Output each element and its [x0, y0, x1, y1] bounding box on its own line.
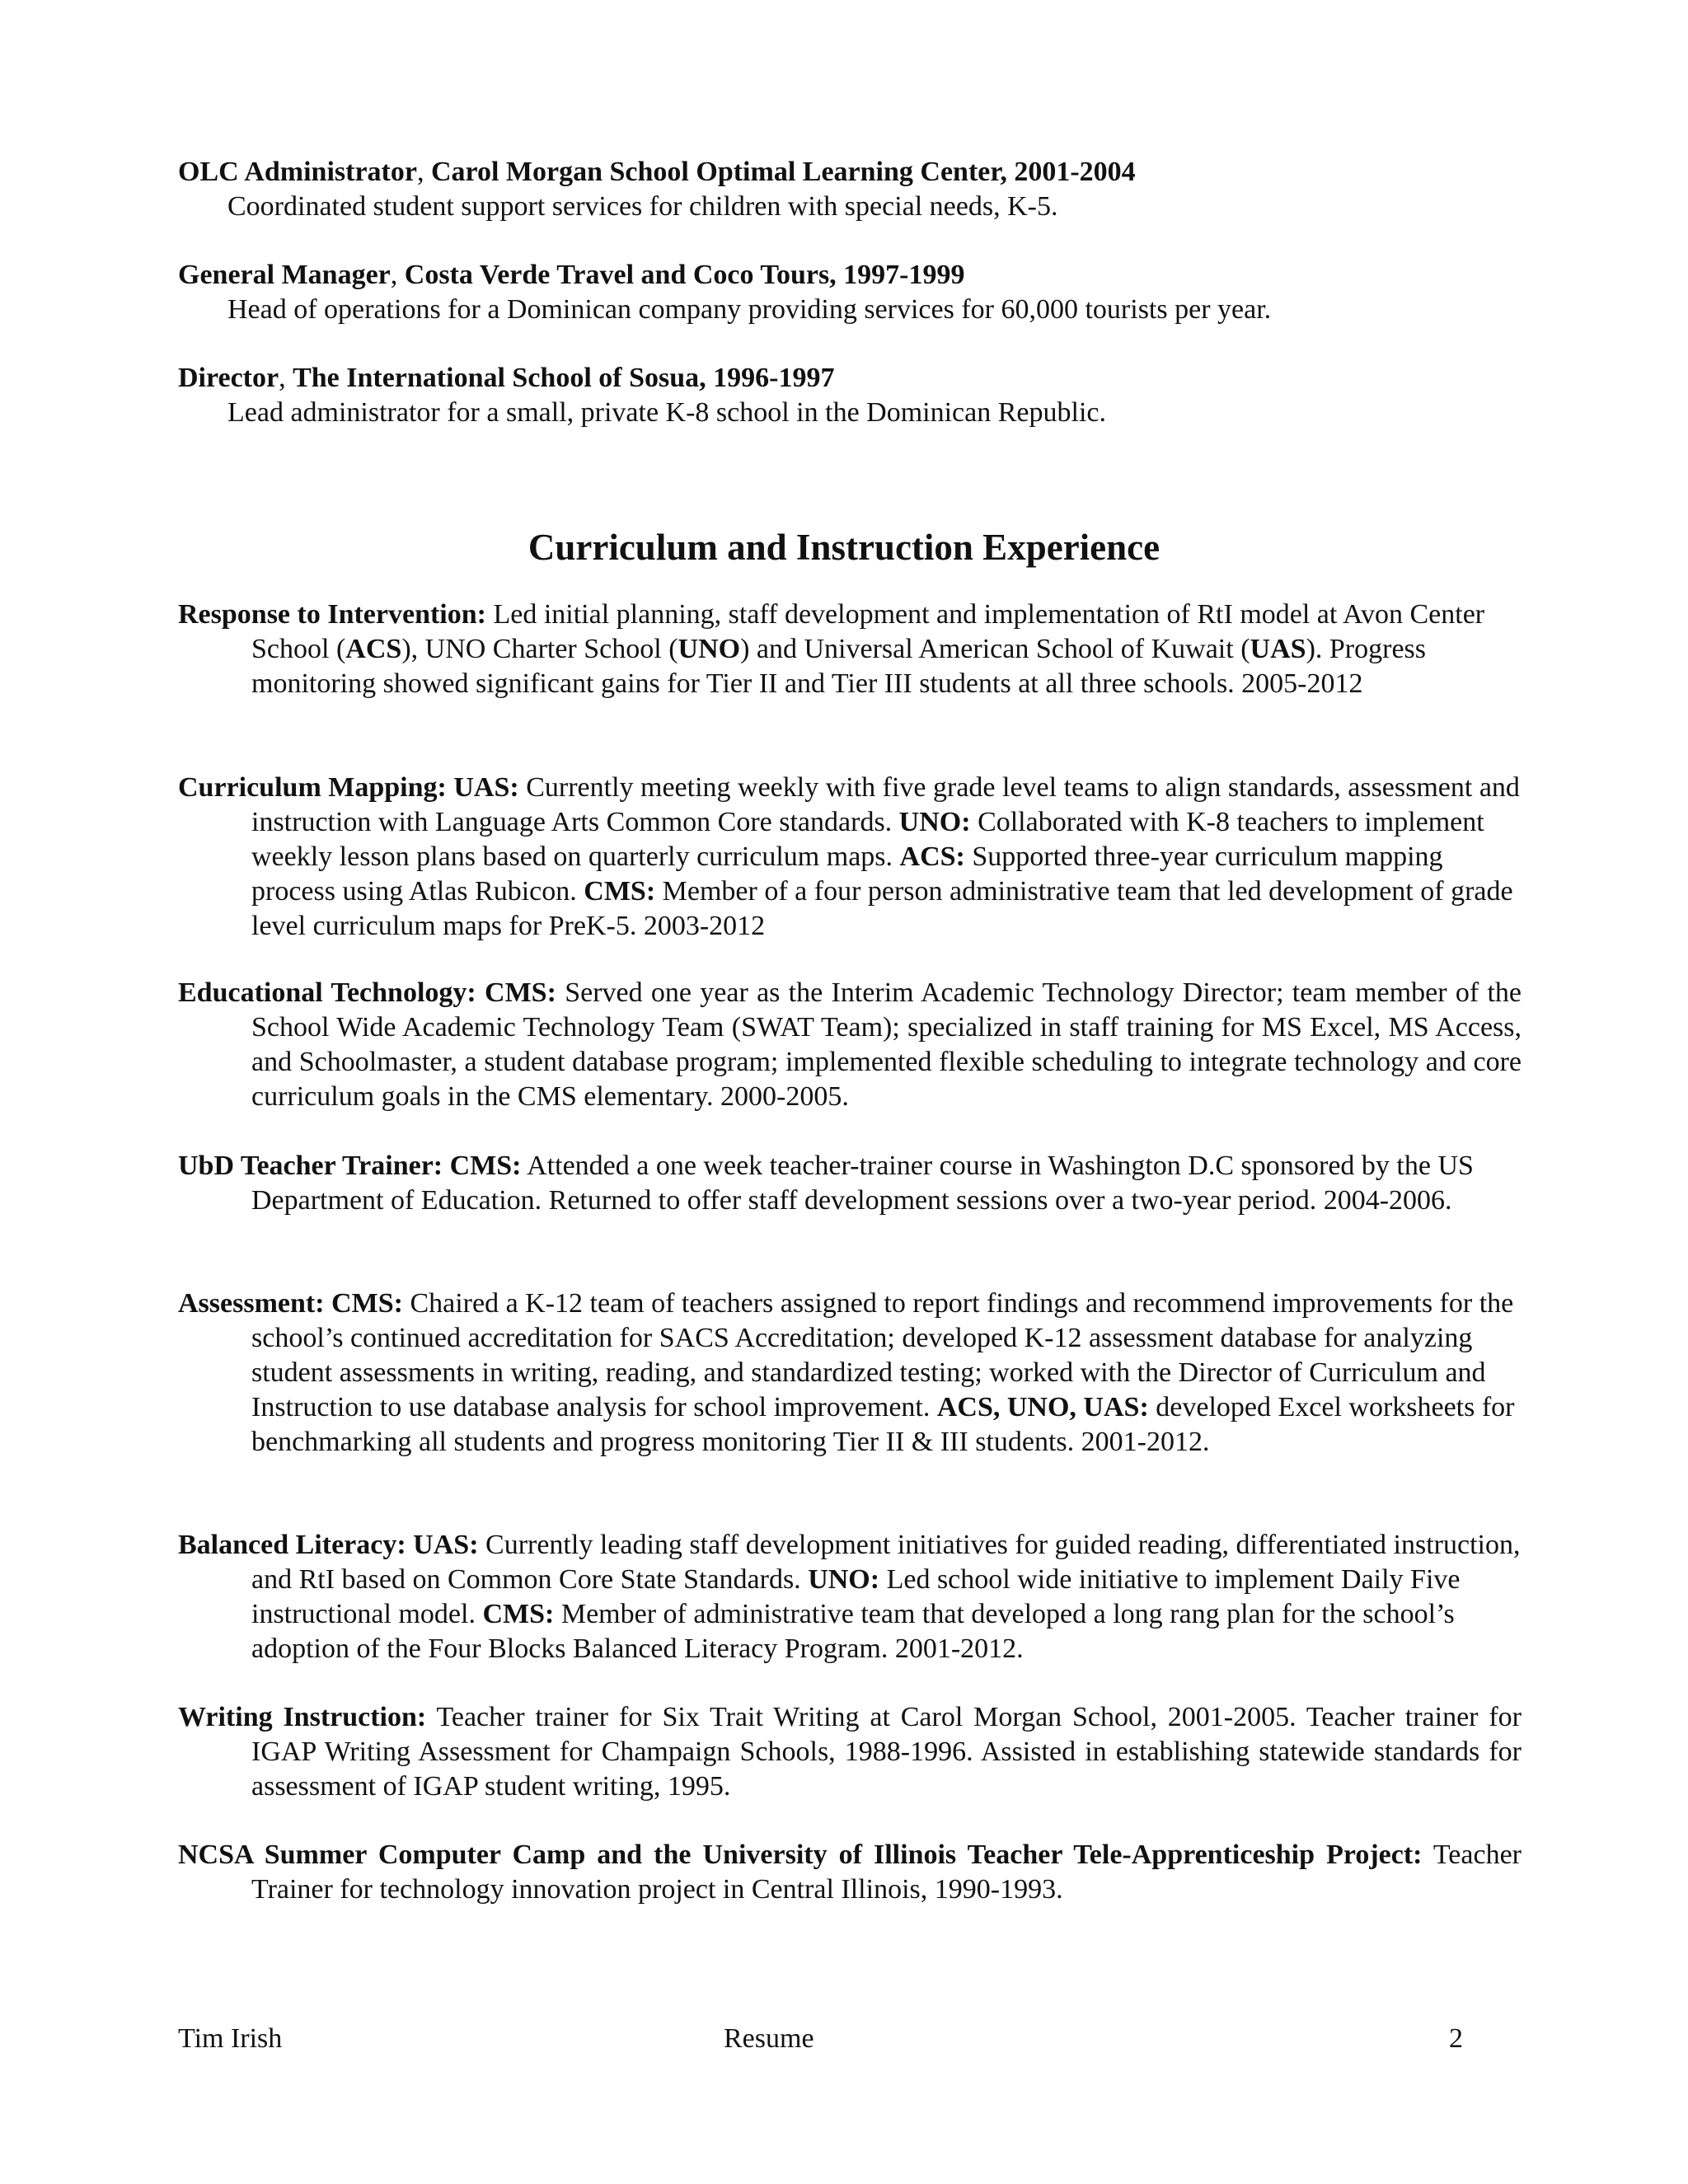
- experience-entry: [178, 1838, 1522, 1907]
- job-description: Coordinated student support services for children with special needs, K-5.: [227, 191, 1058, 222]
- entry-text: Led school wide initiative to implement Daily Five instructional model.: [251, 1564, 1461, 1629]
- entry-text: Currently meeting weekly with five grade level teams to align standards, assessment and instruction with Language Arts Common Core standards.: [251, 772, 1520, 837]
- job-organization: Costa Verde Travel and Coco Tours, 1997-1999: [404, 260, 965, 290]
- job-role: Director: [178, 363, 279, 393]
- entry-text: ). Progress monitoring showed significant gains for Tier II and Tier III students at all three schools. 2005-2012: [251, 634, 1426, 699]
- job-organization: Carol Morgan School Optimal Learning Center, 2001-2004: [430, 157, 1136, 187]
- job-description: Head of operations for a Dominican company providing services for 60,000 tourists per year.: [227, 294, 1272, 325]
- entry-text: Attended a one week teacher-trainer course in Washington D.C sponsored by the US Department of Education. Returned to offer staff development sessions over a two-year period. 2004-2006.: [251, 1151, 1474, 1216]
- entry-text: Served one year as the Interim Academic Technology Director; team member of the School Wide Academic Technology Team (SWAT Team); specialized in staff training for MS Excel, MS Access, and Schoolmaster, a student database program; implemented flexible scheduling to integrate technology and core curriculum goals in the CMS elementary. 2000-2005.: [251, 977, 1522, 1112]
- job-description: Lead administrator for a small, private K-8 school in the Dominican Republic.: [227, 397, 1106, 428]
- entry-school-code: UAS:: [453, 772, 519, 803]
- entry-school-code: UNO: [678, 634, 741, 664]
- experience-entry: [178, 1286, 1522, 1460]
- entry-school-code: UAS: [1250, 634, 1306, 664]
- entry-text: Member of a four person administrative team that led development of grade level curriculum maps for PreK-5. 2003-2012: [251, 876, 1513, 941]
- footer-page-number: 2: [1449, 2023, 1463, 2054]
- job-title: General Manager, Costa Verde Travel and Coco Tours, 1997-1999: [178, 260, 965, 290]
- experience-entry: [178, 598, 1522, 701]
- entry-label: Educational Technology:: [178, 977, 476, 1008]
- footer-title: Resume: [724, 2023, 814, 2054]
- experience-entry: [178, 1528, 1522, 1666]
- entry-school-code: CMS:: [584, 876, 656, 907]
- entry-text: Teacher Trainer for technology innovation project in Central Illinois, 1990-1993.: [251, 1840, 1522, 1905]
- job-role: General Manager: [178, 260, 391, 290]
- job-entry: [178, 361, 1522, 430]
- entry-label: Writing Instruction:: [178, 1702, 427, 1732]
- entry-text: Supported three-year curriculum mapping process using Atlas Rubicon.: [251, 841, 1443, 907]
- job-entry: [178, 155, 1522, 224]
- entry-school-code: ACS:: [899, 841, 965, 872]
- entry-label: Assessment:: [178, 1288, 325, 1319]
- job-organization: The International School of Sosua, 1996-1997: [293, 363, 835, 393]
- job-role: OLC Administrator: [178, 157, 417, 187]
- entry-text: ) and Universal American School of Kuwait (: [740, 634, 1250, 664]
- job-title: OLC Administrator, Carol Morgan School Optimal Learning Center, 2001-2004: [178, 157, 1136, 187]
- entry-text: ), UNO Charter School (: [401, 634, 678, 664]
- entry-label: UbD Teacher Trainer:: [178, 1151, 443, 1181]
- entry-school-code: CMS:: [485, 977, 556, 1008]
- entry-school-code: CMS:: [449, 1151, 522, 1181]
- section-heading: Curriculum and Instruction Experience: [528, 527, 1160, 568]
- entry-text: Led initial planning, staff development and implementation of RtI model at Avon Center School (: [251, 599, 1485, 664]
- entry-text: [406, 1530, 414, 1560]
- experience-entry: [178, 1700, 1522, 1804]
- footer-name: Tim Irish: [178, 2023, 283, 2054]
- job-entry: [178, 258, 1522, 327]
- experience-entry: [178, 1149, 1522, 1218]
- entry-text: Teacher trainer for Six Trait Writing at Carol Morgan School, 2001-2005. Teacher trainer for IGAP Writing Assessment for Champaign Schools, 1988-1996. Assisted in establishing statewide standards for assessment of IGAP student writing, 1995.: [251, 1702, 1522, 1802]
- entry-school-code: CMS:: [331, 1288, 403, 1319]
- entry-text: Currently leading staff development initiatives for guided reading, differentiated instruction, and RtI based on Common Core State Standards.: [251, 1530, 1521, 1595]
- entry-text: Chaired a K-12 team of teachers assigned to report findings and recommend improvements for the school’s continued accreditation for SACS Accreditation; developed K-12 assessment database for analyzing student assessments in writing, reading, and standardized testing; worked with the Director of Curriculum and Instruction to use database analysis for school improvement.: [251, 1288, 1514, 1422]
- entry-label: Response to Intervention:: [178, 599, 486, 630]
- entry-school-code: CMS:: [482, 1599, 555, 1629]
- entry-text: Member of administrative team that developed a long rang plan for the school’s adoption of the Four Blocks Balanced Literacy Program. 2001-2012.: [251, 1599, 1455, 1664]
- experience-entry: [178, 771, 1522, 944]
- entry-school-code: UNO:: [898, 807, 971, 837]
- entry-school-code: ACS, UNO, UAS:: [936, 1392, 1149, 1422]
- entry-text: [443, 1151, 450, 1181]
- entry-label: Balanced Literacy:: [178, 1530, 406, 1560]
- entry-school-code: UAS:: [413, 1530, 479, 1560]
- entry-text: [476, 977, 485, 1008]
- entry-label: Curriculum Mapping:: [178, 772, 447, 803]
- entry-label: NCSA Summer Computer Camp and the University of Illinois Teacher Tele-Apprenticeship Project:: [178, 1840, 1423, 1870]
- entry-school-code: UNO:: [808, 1564, 880, 1595]
- entry-text: [325, 1288, 332, 1319]
- experience-entry: [178, 976, 1522, 1114]
- entry-text: Collaborated with K-8 teachers to implement weekly lesson plans based on quarterly curriculum maps.: [251, 807, 1484, 872]
- entry-school-code: ACS: [345, 634, 402, 664]
- job-title: Director, The International School of Sosua, 1996-1997: [178, 363, 835, 393]
- entry-text: developed Excel worksheets for benchmarking all students and progress monitoring Tier II & III students. 2001-2012.: [251, 1392, 1515, 1457]
